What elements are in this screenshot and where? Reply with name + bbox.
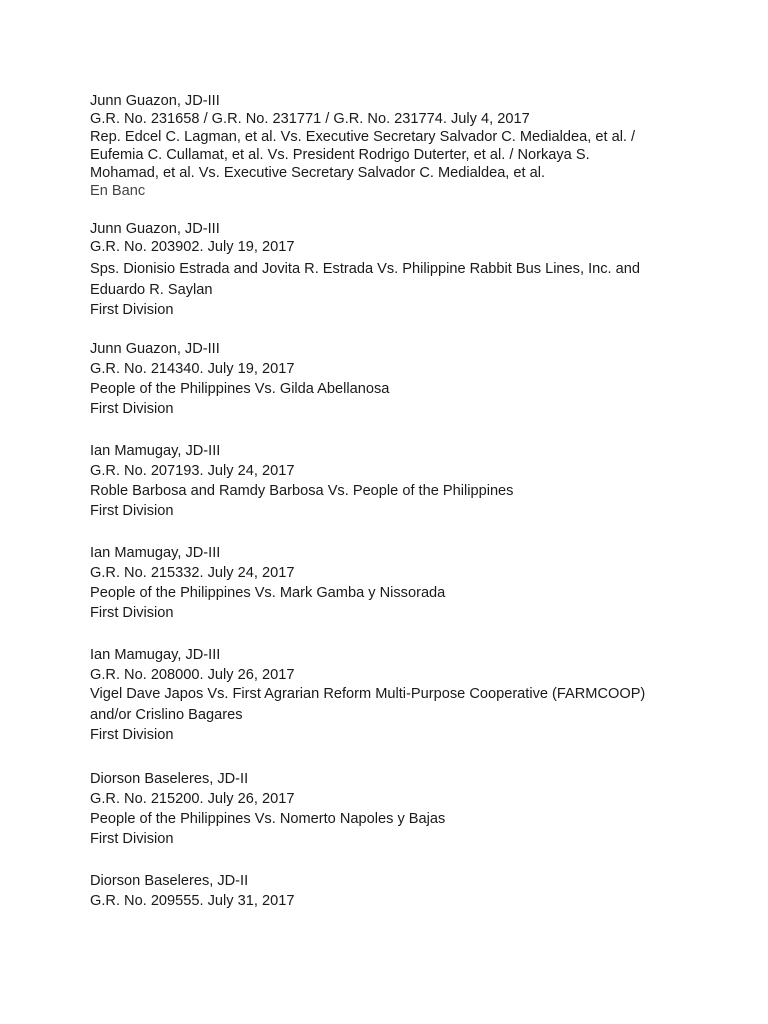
case-entry (90, 872, 750, 910)
case-author: Ian Mamugay, JD-III (90, 545, 221, 561)
case-gr-number: G.R. No. 209555. July 31, 2017 (90, 893, 295, 909)
case-author: Diorson Baseleres, JD-II (90, 771, 249, 787)
case-title-line: Mohamad, et al. Vs. Executive Secretary Salvador C. Medialdea, et al. (90, 165, 546, 181)
case-title-line: People of the Philippines Vs. Mark Gamba y Nissorada (90, 585, 446, 601)
case-author: Junn Guazon, JD-III (90, 221, 220, 237)
case-entry (90, 220, 750, 319)
case-entry (90, 340, 750, 418)
case-gr-number: G.R. No. 203902. July 19, 2017 (90, 239, 295, 255)
case-division: First Division (90, 727, 174, 743)
case-title-line: Vigel Dave Japos Vs. First Agrarian Reform Multi-Purpose Cooperative (FARMCOOP) (90, 686, 646, 702)
case-entry (90, 544, 750, 622)
case-gr-number: G.R. No. 215200. July 26, 2017 (90, 791, 295, 807)
case-gr-number: G.R. No. 208000. July 26, 2017 (90, 667, 295, 683)
case-title-line: Roble Barbosa and Ramdy Barbosa Vs. People of the Philippines (90, 483, 514, 499)
case-title-line: People of the Philippines Vs. Nomerto Napoles y Bajas (90, 811, 446, 827)
case-author: Junn Guazon, JD-III (90, 93, 220, 109)
case-division: First Division (90, 503, 174, 519)
case-title-line: Eufemia C. Cullamat, et al. Vs. President Rodrigo Duterter, et al. / Norkaya S. (90, 147, 590, 163)
case-division: En Banc (90, 183, 146, 199)
case-title-line: Eduardo R. Saylan (90, 282, 213, 298)
case-gr-number: G.R. No. 231658 / G.R. No. 231771 / G.R. No. 231774. July 4, 2017 (90, 111, 530, 127)
case-gr-number: G.R. No. 207193. July 24, 2017 (90, 463, 295, 479)
case-entry (90, 92, 750, 200)
case-division: First Division (90, 401, 174, 417)
case-entry (90, 646, 750, 744)
case-division: First Division (90, 831, 174, 847)
case-author: Diorson Baseleres, JD-II (90, 873, 249, 889)
case-title-line: People of the Philippines Vs. Gilda Abellanosa (90, 381, 390, 397)
case-title-line: Rep. Edcel C. Lagman, et al. Vs. Executive Secretary Salvador C. Medialdea, et al. / (90, 129, 636, 145)
case-author: Ian Mamugay, JD-III (90, 443, 221, 459)
case-gr-number: G.R. No. 214340. July 19, 2017 (90, 361, 295, 377)
case-division: First Division (90, 302, 174, 318)
case-entry (90, 442, 750, 520)
case-author: Ian Mamugay, JD-III (90, 647, 221, 663)
case-gr-number: G.R. No. 215332. July 24, 2017 (90, 565, 295, 581)
case-title-line: Sps. Dionisio Estrada and Jovita R. Estrada Vs. Philippine Rabbit Bus Lines, Inc. and (90, 261, 640, 277)
case-entry (90, 770, 750, 848)
case-author: Junn Guazon, JD-III (90, 341, 220, 357)
case-title-line: and/or Crislino Bagares (90, 707, 243, 723)
case-division: First Division (90, 605, 174, 621)
